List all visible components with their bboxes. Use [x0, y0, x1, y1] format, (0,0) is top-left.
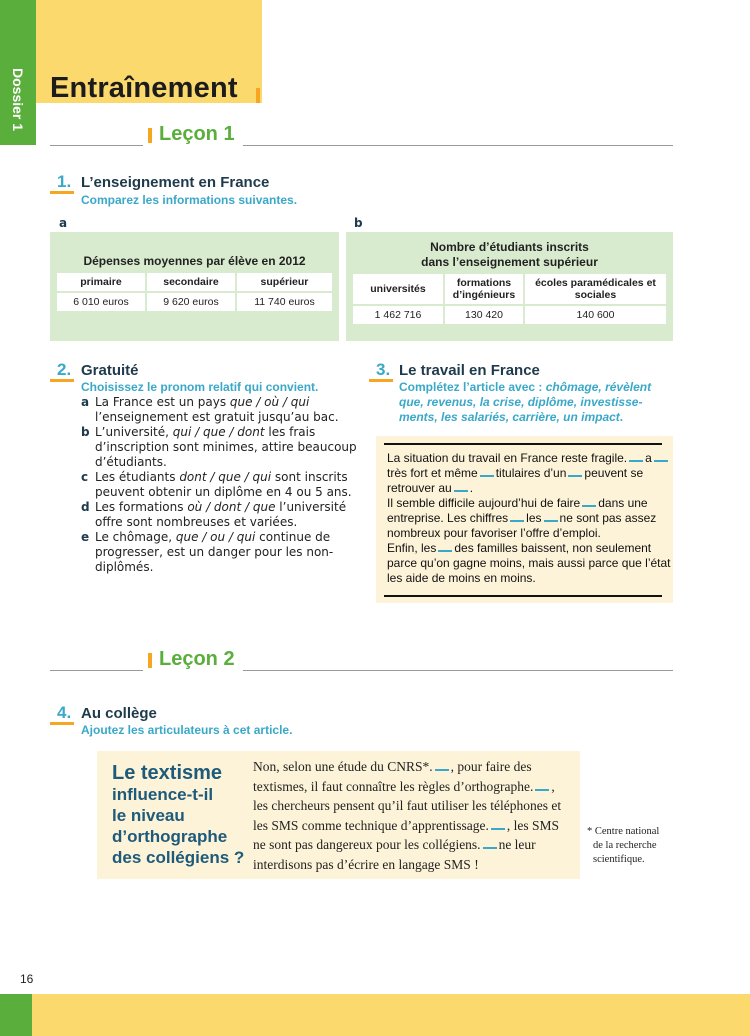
- ex4-title: Au collège: [81, 705, 157, 722]
- table-a-cell: 9 620 euros: [147, 293, 235, 311]
- table-b-box: [346, 232, 673, 341]
- table-b-cell: 140 600: [525, 306, 666, 324]
- ex2-text-part: les frais: [264, 425, 316, 439]
- ex4-headline-line: Le textisme: [112, 762, 223, 784]
- ex3-instruction: [399, 380, 674, 425]
- ex4-headline-line: d’orthographe: [112, 827, 228, 846]
- lesson1-title: Leçon 1: [159, 123, 235, 145]
- ex4-text-part: Non, selon une étude du CNRS*.: [253, 759, 433, 774]
- ex2-choices: où / dont / que: [187, 500, 276, 514]
- ex2-text-part: progresser, est un danger pour les non-: [95, 545, 334, 559]
- ex2-item-text: [95, 500, 360, 530]
- ex4-headline-line: influence-t-il: [112, 785, 214, 804]
- ex2-text-part: Les formations: [95, 500, 188, 514]
- lesson2-line-left: [50, 670, 143, 671]
- ex2-choices: que / ou / qui: [175, 530, 256, 544]
- dossier-tab-label: Dossier 1: [10, 68, 26, 132]
- table-b-caption-2: dans l’enseignement supérieur: [421, 255, 598, 269]
- ex2-title: Gratuité: [81, 362, 139, 379]
- table-a-box: [50, 232, 339, 341]
- ex2-text-part: continue de: [255, 530, 331, 544]
- ex4-article-box: [97, 751, 580, 879]
- ex3-word-list: que, revenus, la crise, diplôme, investisse-: [399, 395, 643, 409]
- ex2-item-letter: b: [81, 425, 90, 439]
- table-a-header: primaire: [57, 273, 145, 291]
- ex1-title: L’enseignement en France: [81, 174, 270, 191]
- ex3-blank[interactable]: [544, 511, 558, 522]
- ex4-headline: [112, 763, 247, 868]
- page-number: 16: [20, 972, 34, 986]
- ex2-text-part: d’étudiants.: [95, 455, 167, 469]
- ex2-number: 2.: [57, 360, 72, 379]
- ex2-choices: qui / que / dont: [172, 425, 265, 439]
- ex3-text-part: parce qu’on gagne moins, mais aussi parce que l’état: [387, 556, 671, 570]
- ex4-headline-line: des collégiens ?: [112, 848, 245, 867]
- ex3-blank[interactable]: [629, 451, 643, 462]
- ex3-text-part: Il semble difficile aujourd’hui de faire: [387, 496, 581, 510]
- ex2-list: [81, 395, 366, 580]
- ex2-item-letter: a: [81, 395, 90, 409]
- dossier-tab-label-wrap: [0, 68, 36, 148]
- ex3-instruction-lead: Complétez l’article avec :: [399, 380, 546, 394]
- ex4-blank[interactable]: [435, 760, 449, 771]
- ex4-text-part: ne leur: [498, 837, 536, 852]
- lesson1-line-right: [243, 145, 673, 146]
- ex2-item-c: [81, 470, 366, 500]
- ex2-item-text: [95, 530, 360, 575]
- ex3-bottom-rule: [384, 595, 662, 597]
- table-a: [55, 271, 334, 313]
- table-a-header: secondaire: [147, 273, 235, 291]
- ex3-text-part: des familles baissent, non seulement: [454, 541, 652, 555]
- page-title: Entraînement: [50, 72, 238, 104]
- ex3-blank[interactable]: [438, 541, 452, 552]
- table-b-header: universités: [353, 274, 443, 304]
- ex3-text-part: peuvent se: [584, 466, 644, 480]
- ex1-a-label: a: [59, 216, 68, 230]
- ex3-number-underline: [369, 379, 393, 382]
- ex3-word-list: ments, les salariés, carrière, un impact: [399, 410, 620, 424]
- ex3-title: Le travail en France: [399, 362, 540, 379]
- footnote-line: scientifique.: [593, 854, 645, 865]
- ex3-text-part: retrouver au: [387, 481, 452, 495]
- footer-green-block: [0, 994, 32, 1036]
- ex4-instruction: Ajoutez les articulateurs à cet article.: [81, 723, 293, 737]
- ex4-article-text: Non, selon une étude du CNRS*. , pour faire des textismes, il faut connaître les règles d’orthographe. , les chercheurs pensent qu’il faut utiliser les téléphones et les SMS comme technique d’apprentissage. , les SMS ne sont pas dangereux pour les collégiens. ne leur interdisons pas d’écrire en langage SMS !: [253, 759, 562, 872]
- ex4-text-part: interdisons pas d’écrire en langage SMS !: [253, 856, 479, 872]
- table-b-cell: 130 420: [445, 306, 523, 324]
- ex3-text-part: Enfin, les: [387, 541, 437, 555]
- ex2-text-part: Le chômage,: [95, 530, 176, 544]
- ex1-instruction: Comparez les informations suivantes.: [81, 193, 298, 207]
- ex3-instruction-end: .: [619, 410, 624, 424]
- ex4-number: 4.: [57, 703, 72, 722]
- lesson2-accent-bar: [148, 653, 152, 668]
- ex2-text-part: peuvent obtenir un diplôme en 4 ou 5 ans.: [95, 485, 352, 499]
- ex3-word-list: chômage, révèlent: [545, 380, 652, 394]
- ex2-item-text: [95, 425, 360, 470]
- ex4-headline-line: le niveau: [112, 806, 185, 825]
- ex3-text-part: La situation du travail en France reste fragile.: [387, 451, 628, 465]
- ex3-blank[interactable]: [568, 466, 582, 477]
- ex4-text-part: , les SMS: [506, 817, 559, 833]
- ex4-footnote: [587, 825, 687, 867]
- ex2-instruction: Choisissez le pronom relatif qui convient.: [81, 380, 319, 394]
- lesson2-title: Leçon 2: [159, 648, 235, 670]
- ex2-text-part: sont inscrits: [271, 470, 348, 484]
- ex2-item-text: [95, 470, 360, 500]
- table-a-cell: 11 740 euros: [237, 293, 332, 311]
- ex4-blank[interactable]: [491, 819, 505, 830]
- ex3-number: 3.: [376, 360, 391, 379]
- ex1-number: 1.: [57, 172, 72, 191]
- ex2-item-b: [81, 425, 366, 470]
- ex3-text-part: dans une: [598, 496, 648, 510]
- lesson2-line-right: [243, 670, 673, 671]
- ex1-number-underline: [50, 191, 74, 194]
- ex2-item-letter: e: [81, 530, 90, 544]
- ex2-item-letter: d: [81, 500, 90, 514]
- ex3-text-part: nombreux pour favoriser l’offre d’emploi.: [387, 526, 601, 540]
- ex2-item-letter: c: [81, 470, 89, 484]
- footnote-line: * Centre national: [587, 826, 660, 837]
- ex4-text-part: , pour faire des: [450, 759, 532, 774]
- ex2-choices: dont / que / qui: [179, 470, 272, 484]
- lesson1-accent-bar: [148, 128, 152, 143]
- table-b-caption-1: Nombre d’étudiants inscrits: [430, 240, 589, 254]
- ex3-blank[interactable]: [480, 466, 494, 477]
- ex2-text-part: d’inscription sont minimes, attire beaucoup: [95, 440, 357, 454]
- ex3-text-part: entreprise. Les chiffres: [387, 511, 509, 525]
- ex4-text-part: ne sont pas dangereux pour les collégiens.: [253, 837, 481, 852]
- ex4-text-part: textismes, il faut connaître les règles d’orthographe.: [253, 778, 534, 794]
- ex3-blank[interactable]: [510, 511, 524, 522]
- table-a-caption: Dépenses moyennes par élève en 2012: [83, 254, 306, 268]
- ex3-top-rule: [384, 443, 662, 445]
- ex4-blank[interactable]: [535, 780, 549, 791]
- table-b-header: formations d’ingénieurs: [445, 274, 523, 304]
- table-b-cell: 1 462 716: [353, 306, 443, 324]
- ex2-number-underline: [50, 379, 74, 382]
- ex3-blank[interactable]: [454, 481, 468, 492]
- footer-yellow-band: [32, 994, 750, 1036]
- ex2-text-part: offre sont nombreuses et variées.: [95, 515, 298, 529]
- ex3-blank[interactable]: [582, 496, 596, 507]
- ex2-choices: que / où / qui: [229, 395, 310, 409]
- ex2-item-d: [81, 500, 366, 530]
- ex3-article-text: [387, 451, 672, 586]
- ex2-text-part: L’université,: [95, 425, 173, 439]
- ex3-text-part: a: [645, 451, 652, 465]
- ex3-text-part: très fort et même: [387, 466, 478, 480]
- ex2-item-e: [81, 530, 366, 575]
- title-accent-bar: [256, 88, 260, 103]
- lesson1-line-left: [50, 145, 143, 146]
- ex2-item-a: [81, 395, 366, 425]
- ex3-text-part: titulaires d’un: [495, 466, 567, 480]
- footnote-line: de la recherche: [593, 840, 657, 851]
- table-a-header: supérieur: [237, 273, 332, 291]
- ex3-text-part: .: [469, 481, 474, 495]
- ex2-text-part: La France est un pays: [95, 395, 230, 409]
- ex3-text-part: ne sont pas assez: [559, 511, 657, 525]
- ex3-text-part: les aide de moins en moins.: [387, 571, 536, 585]
- ex4-text-part: les SMS comme technique d’apprentissage.: [253, 817, 489, 833]
- ex2-text-part: diplômés.: [95, 560, 154, 574]
- ex4-number-underline: [50, 722, 74, 725]
- ex1-b-label: b: [354, 216, 363, 230]
- table-a-cell: 6 010 euros: [57, 293, 145, 311]
- ex3-text-part: les: [526, 511, 542, 525]
- ex4-text-part: les chercheurs pensent qu’il faut utiliser les téléphones et: [253, 798, 562, 813]
- ex2-text-part: Les étudiants: [95, 470, 180, 484]
- ex2-text-part: l’université: [275, 500, 347, 514]
- ex4-blank[interactable]: [483, 838, 497, 849]
- table-b-header: écoles paramédicales et sociales: [525, 274, 666, 304]
- ex2-text-part: l’enseignement est gratuit jusqu’au bac.: [95, 410, 339, 424]
- ex3-blank[interactable]: [654, 451, 668, 462]
- ex3-article-box: [376, 436, 673, 603]
- table-b: [351, 272, 668, 326]
- ex2-item-text: [95, 395, 360, 425]
